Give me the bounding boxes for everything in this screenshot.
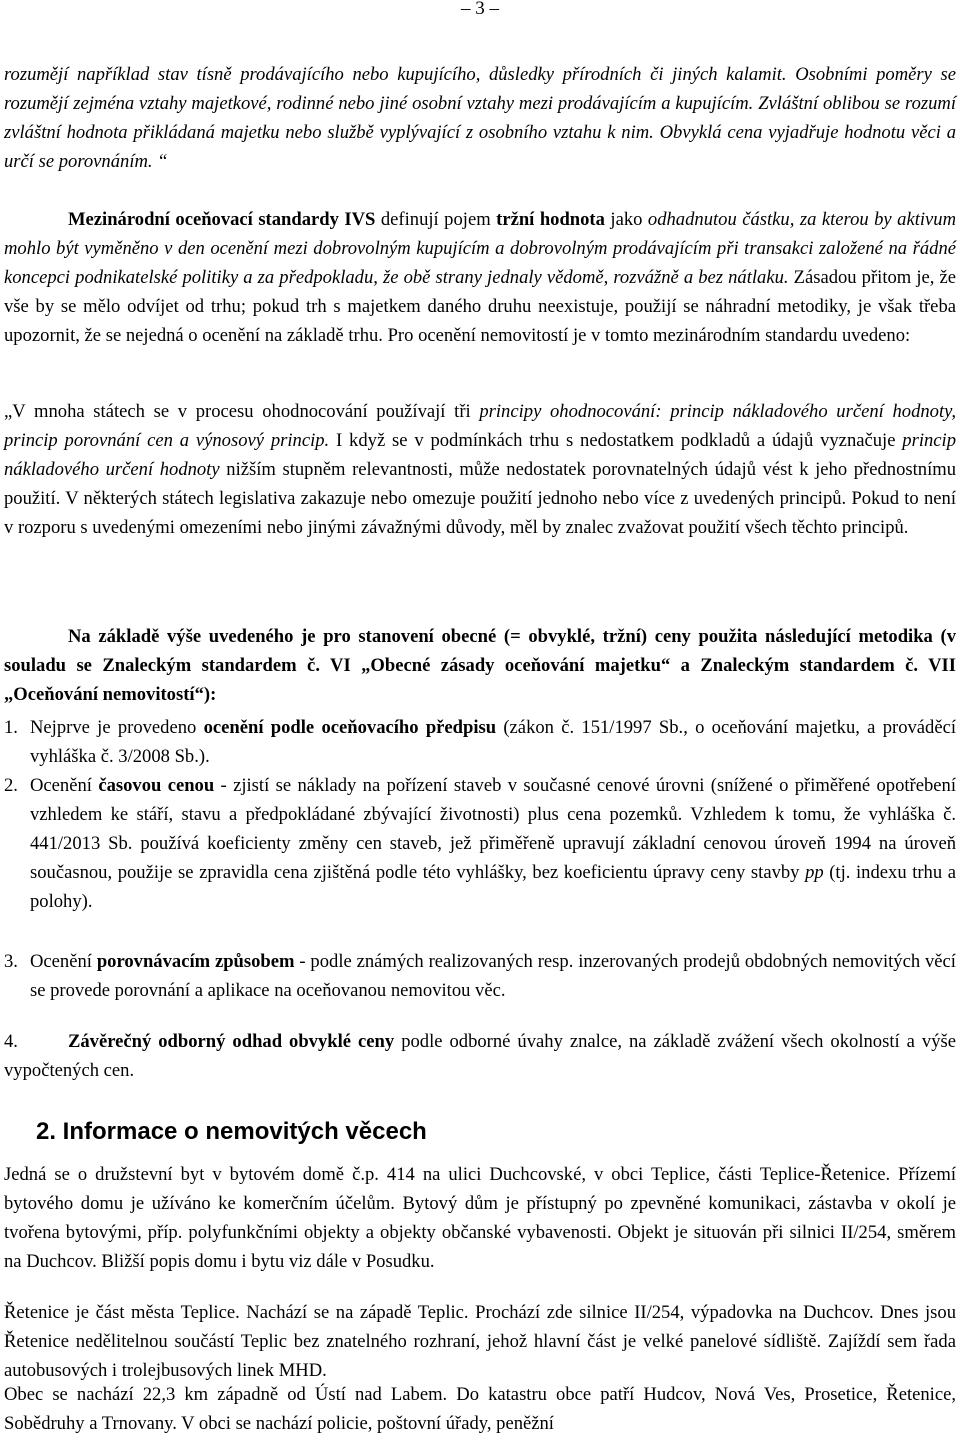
list-number: 4. bbox=[4, 1031, 18, 1052]
paragraph-retenice: Řetenice je část města Teplice. Nachází se na západě Teplic. Prochází zde silnice II/254, výpadovka na Duchcov. Dnes jsou Řetenice nedělitelnou součástí Teplic bez znatelného rozhraní, jehož hlavní část je velké panelové sídliště. Zajíždí sem řada autobusových i trolejbusových linek MHD. bbox=[4, 1302, 956, 1381]
market-value-definition: odhadnutou částku, za kterou by aktivum mohlo být vyměněno v den ocenění mezi dobrovolným kupujícím a dobrovolným prodávajícím při transakci založené na řádné koncepci podnikatelské politiky a za předpokladu, že obě strany jednaly vědomě, rozvážně a bez nátlaku. bbox=[4, 209, 957, 288]
text-run: „V mnoha státech se v procesu ohodnocování používají tři bbox=[4, 401, 480, 422]
paragraph-principles bbox=[4, 397, 956, 542]
paragraph-property: Jedná se o družstevní byt v bytovém domě č.p. 414 na ulici Duchcovské, v obci Teplice, části Teplice-Řetenice. Přízemí bytového domu je užíváno ke komerčním účelům. Bytový dům je přístupný po zpevněné komunikaci, zástavba v okolí je tvořena bytovými, příp. polyfunkčními objekty a objekty občanské vybavenosti. Objekt je situován při silnici II/254, směrem na Duchcov. Bližší popis domu i bytu viz dále v Posudku. bbox=[4, 1164, 956, 1272]
list-item bbox=[4, 1027, 956, 1085]
text-run: (tj. indexu trhu a polohy). bbox=[30, 862, 956, 912]
page-number: – 3 – bbox=[461, 0, 499, 19]
bold-run: porovnávacím způsobem bbox=[96, 951, 295, 972]
text-run: jako bbox=[604, 209, 648, 230]
market-value-term: tržní hodnota bbox=[496, 209, 605, 230]
text-run: Ocenění bbox=[30, 775, 99, 796]
text-run: nižším stupněm relevantnosti, může nedostatek porovnatelných údajů vést k jeho přednostnímu použití. V některých státech legislativa zakazuje nebo omezuje použití jednoho nebo více z uvedených principů. Pokud to není v rozporu s uvedenými omezeními nebo jinými závažnými důvody, měl by znalec zvažovat použití všech těchto principů. bbox=[4, 459, 956, 538]
cost-principle-italic: princip nákladového určení hodnoty bbox=[4, 430, 957, 480]
principles-italic: principy ohodnocování: princip nákladového určení hodnoty, princip porovnání cen a výnosový princip. bbox=[4, 401, 956, 451]
bold-run: Závěrečný odborný odhad obvyklé ceny bbox=[67, 1031, 395, 1052]
paragraph-methodology bbox=[4, 622, 956, 709]
list-number: 3. bbox=[4, 951, 18, 972]
methodology-bold: Na základě výše uvedeného je pro stanovení obecné (= obvyklé, tržní) ceny použita následující metodika (v souladu se Znaleckým standardem č. VI „Obecné zásady oceňování majetku“ a Znaleckým standardem č. VII „Oceňování nemovitostí“): bbox=[4, 626, 956, 705]
text-run: - podle známých realizovaných resp. inzerovaných prodejů obdobných nemovitých věcí se provede porovnání a aplikace na oceňovanou nemovitou věc. bbox=[30, 951, 956, 1001]
paragraph-ivs bbox=[4, 205, 956, 350]
list-item bbox=[4, 713, 956, 771]
text-run: podle odborné úvahy znalce, na základě zvážení všech okolností a výše vypočtených cen. bbox=[4, 1031, 956, 1081]
text-run: Nejprve je provedeno bbox=[30, 717, 204, 738]
section-heading: 2. Informace o nemovitých věcech bbox=[36, 1118, 427, 1145]
list-number: 1. bbox=[4, 717, 18, 738]
list-item bbox=[4, 947, 956, 1005]
text-run: Ocenění bbox=[30, 951, 97, 972]
bold-run: ocenění podle oceňovacího předpisu bbox=[203, 717, 497, 738]
paragraph-quote-end bbox=[4, 60, 956, 176]
list-number: 2. bbox=[4, 775, 18, 796]
bold-run: časovou cenou bbox=[98, 775, 215, 796]
closing-quote: “ bbox=[152, 151, 168, 172]
paragraph-municipality: Obec se nachází 22,3 km západně od Ústí nad Labem. Do katastru obce patří Hudcov, Nová Ves, Prosetice, Řetenice, Sobědruhy a Trnovany. V obci se nachází policie, poštovní úřady, peněžní bbox=[4, 1384, 956, 1434]
text-run: I když se v podmínkách trhu s nedostatkem podkladů a údajů vyznačuje bbox=[329, 430, 903, 451]
text-run: (zákon č. 151/1997 Sb., o oceňování majetku, a prováděcí vyhláška č. 3/2008 Sb.). bbox=[30, 717, 957, 767]
text-run: Zásadou přitom je, že vše by se mělo odvíjet od trhu; pokud trh s majetkem daného druhu neexistuje, použijí se náhradní metodiky, je však třeba upozornit, že se nejedná o ocenění na základě trhu. Pro ocenění nemovitostí je v tomto mezinárodním standardu uvedeno: bbox=[4, 267, 956, 346]
quote-text: rozumějí například stav tísně prodávajícího nebo kupujícího, důsledky přírodních či jiných kalamit. Osobními poměry se rozumějí zejména vztahy majetkové, rodinné nebo jiné osobní vztahy mezi prodávajícím a kupujícím. Zvláštní oblibou se rozumí zvláštní hodnota přikládaná majetku nebo službě vyplývající z osobního vztahu k nim. Obvyklá cena vyjadřuje hodnotu věci a určí se porovnáním. bbox=[4, 64, 956, 172]
ivs-term: Mezinárodní oceňovací standardy IVS bbox=[68, 209, 376, 230]
text-run: - zjistí se náklady na pořízení staveb v současné cenové úrovni (snížené o přiměřené opotřebení vzhledem ke stáří, stavu a předpokládané zbývající životnosti) plus cena pozemků. Vzhledem k tomu, že vyhláška č. 441/2013 Sb. používá koeficienty změny cen staveb, jež přiměřeně upravují základní cenovou úroveň 1994 na úroveň současnou, použije se zpravidla cena zjištěná podle této vyhlášky, bez koeficientu úpravy ceny stavby bbox=[30, 775, 956, 883]
text-run: definují pojem bbox=[375, 209, 497, 230]
list-item bbox=[4, 771, 956, 916]
italic-run: pp bbox=[805, 862, 824, 883]
